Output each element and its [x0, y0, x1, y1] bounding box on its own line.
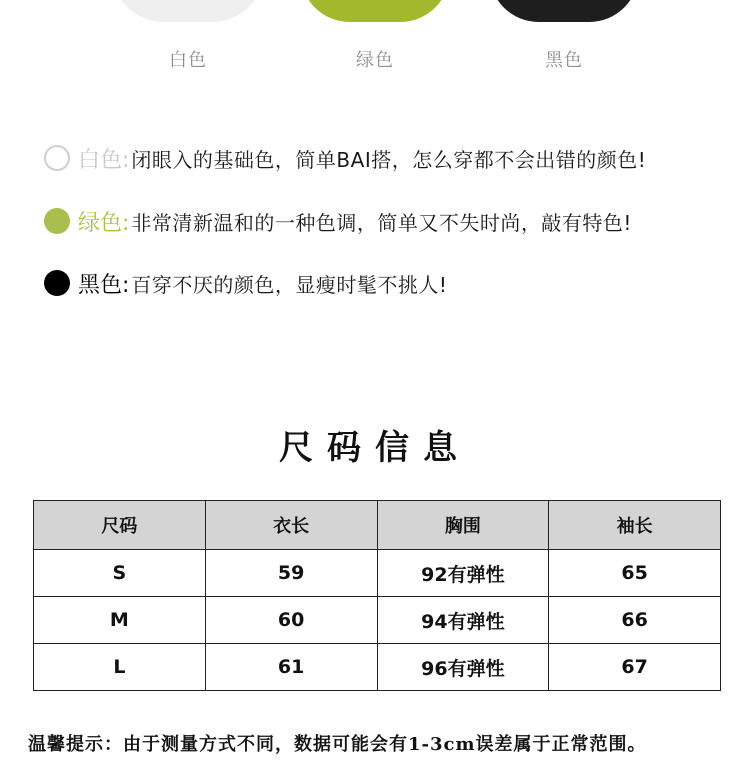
white-dot-icon: [44, 145, 70, 171]
desc-green-name: 绿色:: [78, 210, 130, 236]
green-dot-icon: [44, 208, 70, 234]
desc-black-name: 黑色:: [78, 272, 130, 298]
cell-chest: 94有弹性: [377, 597, 549, 644]
cell-length: 61: [205, 644, 377, 691]
cell-size: S: [34, 550, 206, 597]
swatch-black-sample: [489, 0, 639, 22]
table-row: [34, 550, 721, 597]
header-sleeve: 袖长: [549, 501, 721, 550]
header-chest: 胸围: [377, 501, 549, 550]
cell-size: M: [34, 597, 206, 644]
size-table: [33, 500, 721, 691]
table-row: [34, 597, 721, 644]
table-row: [34, 644, 721, 691]
black-dot-icon: [44, 270, 70, 296]
desc-white-text: 闭眼入的基础色，简单BAI搭，怎么穿都不会出错的颜色!: [131, 147, 647, 172]
cell-size: L: [34, 644, 206, 691]
section-title: 尺码信息: [279, 428, 471, 468]
swatch-white-sample: [113, 0, 263, 22]
table-header-row: [34, 501, 721, 550]
desc-green: [44, 206, 632, 236]
swatch-black-label: 黑色: [545, 50, 583, 71]
cell-chest: 92有弹性: [377, 550, 549, 597]
cell-chest: 96有弹性: [377, 644, 549, 691]
desc-white-name: 白色:: [78, 147, 130, 173]
header-length: 衣长: [205, 501, 377, 550]
footnote: 温馨提示：由于测量方式不同，数据可能会有1-3cm误差属于正常范围。: [28, 734, 647, 755]
desc-green-text: 非常清新温和的一种色调，简单又不失时尚，敲有特色!: [131, 210, 632, 235]
swatch-green-sample: [300, 0, 450, 22]
header-size: 尺码: [34, 501, 206, 550]
desc-white: [44, 143, 646, 173]
cell-sleeve: 67: [549, 644, 721, 691]
desc-black-text: 百穿不厌的颜色，显瘦时髦不挑人!: [131, 272, 448, 297]
cell-sleeve: 66: [549, 597, 721, 644]
cell-length: 59: [205, 550, 377, 597]
cell-sleeve: 65: [549, 550, 721, 597]
desc-black: [44, 268, 447, 298]
cell-length: 60: [205, 597, 377, 644]
swatch-white-label: 白色: [169, 50, 207, 71]
swatch-green-label: 绿色: [356, 50, 394, 71]
